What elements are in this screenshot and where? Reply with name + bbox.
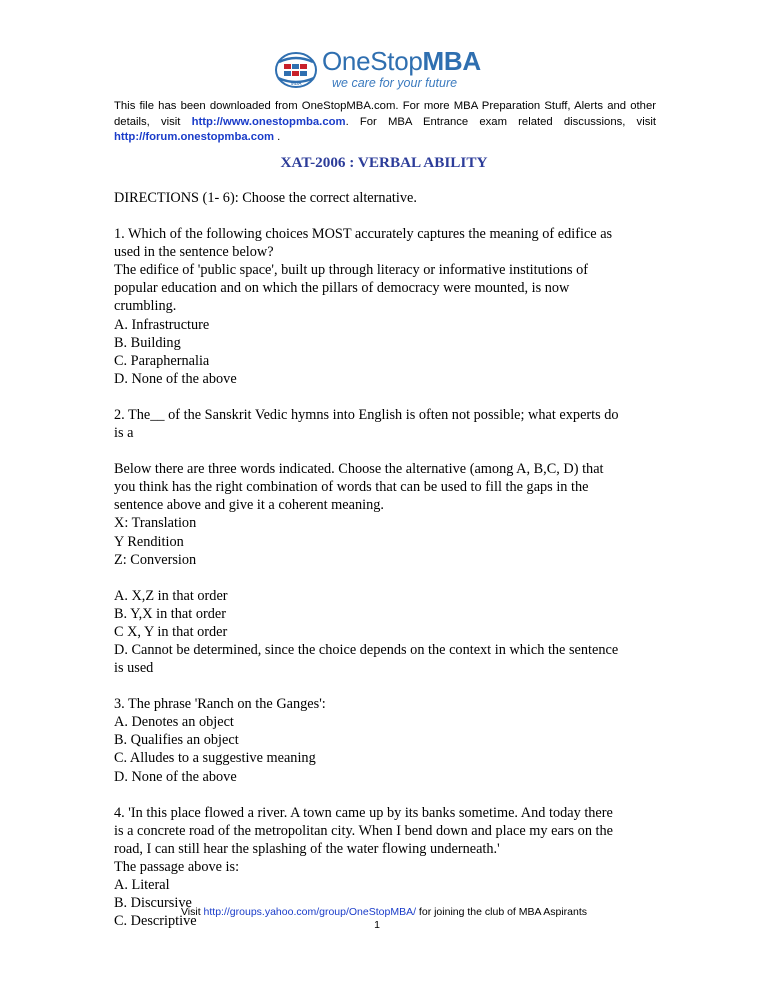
question-2: 2. The__ of the Sanskrit Vedic hymns into English is often not possible; what experts do is a Below there are three words indicated. Choose the alternative (among A, B,C, D) that you think has the right combination of words that can be used to fill the gaps in the sentence above and give it a coherent meaning. X: Translation Y Rendition Z: Conversion A. X,Z in that order B. Y,X in that order C X, Y in that order D. Cannot be determined, since the choice depends on the context in which the sentence is used bbox=[114, 406, 659, 677]
question-3: 3. The phrase 'Ranch on the Ganges': A. Denotes an object B. Qualifies an object C. Alludes to a suggestive meaning D. None of the above bbox=[114, 695, 659, 785]
option: A. Infrastructure bbox=[114, 316, 210, 333]
option: A. Denotes an object bbox=[114, 714, 234, 731]
option: C. Descriptive bbox=[114, 913, 197, 930]
option: C. Paraphernalia bbox=[114, 352, 210, 369]
onestopmba-logo bbox=[274, 44, 484, 90]
logo-wordmark: OneStopMBA bbox=[322, 46, 481, 76]
logo-tagline: we care for your future bbox=[332, 76, 458, 90]
word-choice: Y Rendition bbox=[114, 533, 184, 550]
directions: DIRECTIONS (1- 6): Choose the correct alternative. bbox=[114, 190, 417, 206]
word-choice: Z: Conversion bbox=[114, 551, 197, 568]
option: A. X,Z in that order bbox=[114, 587, 228, 604]
page-title: XAT-2006 : VERBAL ABILITY bbox=[280, 154, 488, 171]
page-number: 1 bbox=[374, 919, 380, 931]
option: B. Discursive bbox=[114, 895, 192, 912]
question-1: 1. Which of the following choices MOST accurately captures the meaning of edifice as used in the sentence below? The edifice of 'public space', built up through literacy or informative institutions of popular education and on which the pillars of democracy were mounted, is now crumbling. A. Infrastructure B. Building C. Paraphernalia D. None of the above bbox=[114, 225, 659, 388]
option: B. Qualifies an object bbox=[114, 732, 239, 749]
option: C X, Y in that order bbox=[114, 623, 228, 640]
yahoo-group-link[interactable]: http://groups.yahoo.com/group/OneStopMBA/ bbox=[203, 906, 417, 918]
onestopmba-link[interactable]: http://www.onestopmba.com bbox=[191, 115, 346, 128]
option: A. Literal bbox=[114, 877, 170, 893]
word-choice: X: Translation bbox=[114, 515, 197, 532]
forum-link[interactable]: http://forum.onestopmba.com bbox=[114, 131, 275, 143]
globe-icon bbox=[274, 52, 318, 88]
option: D. None of the above bbox=[114, 768, 237, 785]
option: B. Y,X in that order bbox=[114, 605, 226, 622]
question-4: 4. 'In this place flowed a river. A town came up by its banks sometime. And today there is a concrete road of the metropolitan city. When I bend down and place my ears on the road, I can still hear the splashing of the water flowing underneath.' The passage above is: A. Literal B. Discursive C. Descriptive bbox=[114, 804, 659, 931]
option: C. Alludes to a suggestive meaning bbox=[114, 750, 316, 767]
option: B. Building bbox=[114, 334, 181, 351]
svg-text:MBA: MBA bbox=[290, 81, 302, 87]
option: D. Cannot be determined, since the choice depends on the context in which the sentence bbox=[114, 641, 619, 658]
option: is used bbox=[114, 660, 154, 677]
option: D. None of the above bbox=[114, 370, 237, 387]
download-notice: This file has been downloaded from OneStopMBA.com. For more MBA Preparation Stuff, Alerts and other details, visit http://www.onestopmba.com. For MBA Entrance exam related discussions, visit http://forum.onestopmba.com . bbox=[114, 100, 656, 143]
page-footer: Visit http://groups.yahoo.com/group/OneStopMBA/ for joining the club of MBA Aspirants bbox=[180, 906, 588, 918]
document-body bbox=[114, 189, 659, 930]
